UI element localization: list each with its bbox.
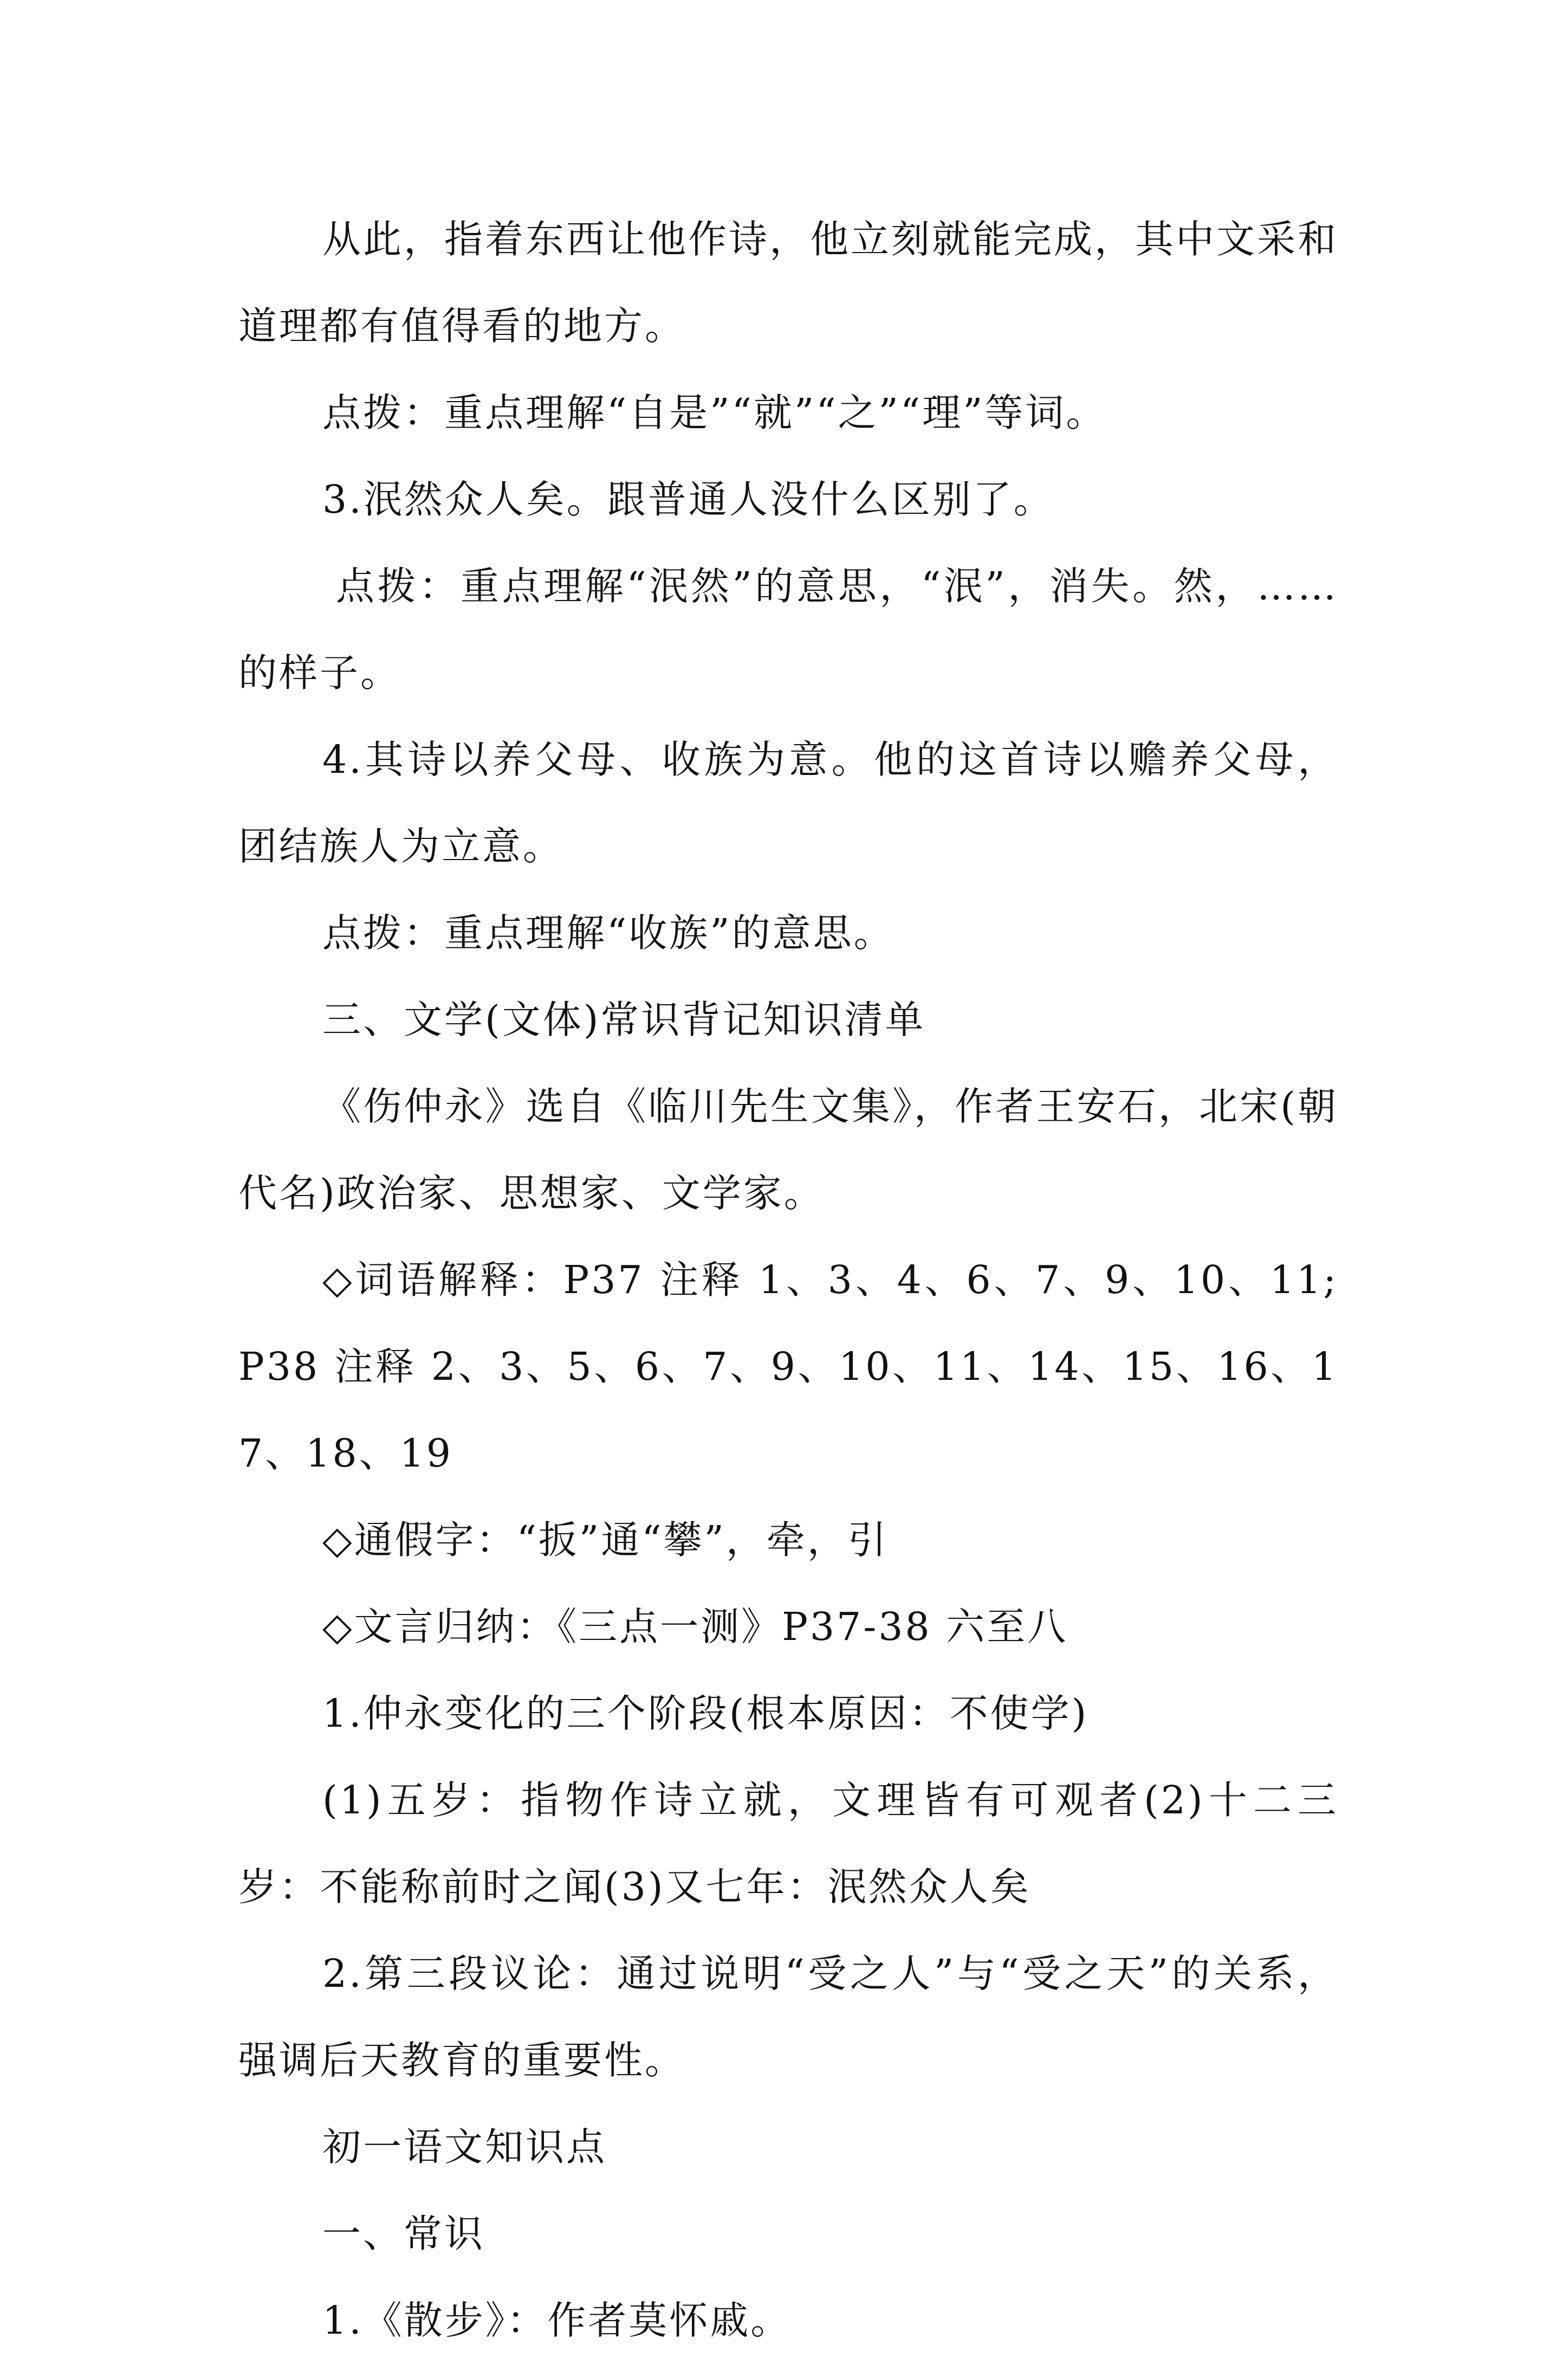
paragraph-hint-1: 点拨：重点理解“自是”“就”“之”“理”等词。 [322,390,1107,435]
paragraph-walk: 1.《散步》：作者莫怀戚。 [322,2298,792,2343]
section-heading-literature: 三、文学(文体)常识背记知识清单 [322,997,926,1042]
paragraph-source: 《伤仲永》选自《临川先生文集》，作者王安石，北宋(朝代名)政治家、思想家、文学家。 [238,1084,1338,1216]
paragraph-stages-heading: 1.仲永变化的三个阶段(根本原因：不使学) [322,1691,1089,1736]
paragraph-hint-3: 点拨：重点理解“收族”的意思。 [322,910,895,955]
document-body [238,196,1338,2364]
paragraph-classical-summary: ◇文言归纳：《三点一测》P37-38 六至八 [322,1604,1068,1649]
paragraph-argument: 2.第三段议论：通过说明“受之人”与“受之天”的关系，强调后天教育的重要性。 [238,1951,1338,2083]
paragraph-item-4: 4.其诗以养父母、收族为意。他的这首诗以赡养父母，团结族人为立意。 [238,737,1338,869]
paragraph-translation-1: 从此，指着东西让他作诗，他立刻就能完成，其中文采和道理都有值得看的地方。 [238,217,1339,348]
paragraph-loan-characters: ◇通假字：“扳”通“攀”，牵，引 [322,1517,889,1562]
paragraph-stages: (1)五岁：指物作诗立就，文理皆有可观者(2)十二三岁：不能称前时之闻(3)又七年：泯然众人矣 [238,1778,1338,1909]
section-heading-grade7: 初一语文知识点 [322,2124,607,2169]
section-heading-common-knowledge: 一、常识 [322,2211,485,2256]
paragraph-hint-2: 点拨：重点理解“泯然”的意思，“泯”，消失。然，……的样子。 [238,564,1338,695]
paragraph-vocabulary: ◇词语解释：P37 注释 1、3、4、6、7、9、10、11;P38 注释 2、3、5、6、7、9、10、11、14、15、16、17、18、19 [238,1257,1338,1476]
paragraph-item-3: 3.泯然众人矣。跟普通人没什么区别了。 [322,477,1054,522]
